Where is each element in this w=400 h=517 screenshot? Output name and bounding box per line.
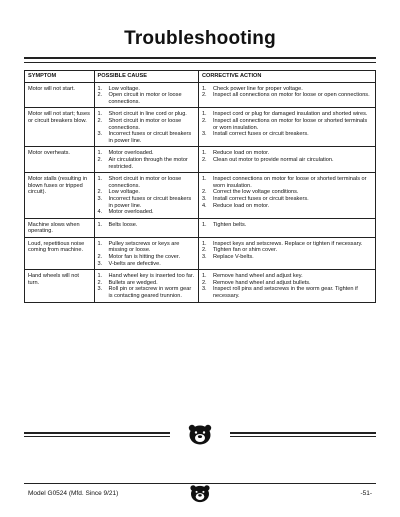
cause-item <box>98 189 195 196</box>
action-number: 2. <box>201 156 207 163</box>
table-row <box>25 147 376 173</box>
cause-text: Low voltage. <box>108 85 140 92</box>
cause-cell <box>94 108 198 147</box>
action-text: Inspect all connections on motor for loose or open connections. <box>212 92 370 99</box>
action-text: Tighten fan or shim cover. <box>212 247 278 254</box>
cause-number: 4. <box>97 209 103 216</box>
symptom-cell: Motor overheats. <box>25 147 95 173</box>
footer-model: Model G0524 (Mfd. Since 9/21) <box>28 490 119 497</box>
action-item <box>202 131 372 138</box>
cause-number: 1. <box>97 85 103 92</box>
cause-text: Motor overloaded. <box>108 209 154 216</box>
cause-item <box>98 86 195 93</box>
cause-item <box>98 157 195 170</box>
cause-item <box>98 196 195 209</box>
cause-item <box>98 280 195 287</box>
action-cell <box>198 147 375 173</box>
action-number: 1. <box>201 150 207 157</box>
cause-number: 1. <box>97 273 103 280</box>
action-number: 3. <box>201 286 207 293</box>
bear-logo-icon <box>186 424 214 446</box>
action-cell <box>198 270 375 302</box>
cause-item <box>98 131 195 144</box>
action-item <box>202 280 372 287</box>
action-text: Reduce load on motor. <box>212 202 270 209</box>
troubleshooting-table <box>24 70 376 303</box>
action-text: Inspect all connections on motor for loose or shorted terminals or worn insulation. <box>212 117 368 131</box>
cause-number: 3. <box>97 195 103 202</box>
table-row <box>25 270 376 302</box>
action-item <box>202 273 372 280</box>
cause-number: 3. <box>97 131 103 138</box>
cause-cell <box>94 147 198 173</box>
action-cell <box>198 173 375 219</box>
cause-number: 1. <box>97 240 103 247</box>
cause-text: Short circuit in motor or loose connections. <box>108 176 182 189</box>
title-rule-thick <box>24 57 376 59</box>
action-text: Remove hand wheel and adjust bullets. <box>212 279 311 286</box>
symptom-cell: Hand wheels will not turn. <box>25 270 95 302</box>
cause-text: Low voltage. <box>108 189 140 196</box>
action-item <box>202 286 372 299</box>
cause-number: 3. <box>97 286 103 293</box>
action-item <box>202 92 372 99</box>
cause-number: 2. <box>97 254 103 261</box>
action-item <box>202 157 372 164</box>
cause-item <box>98 118 195 131</box>
action-text: Replace V-belts. <box>212 254 254 261</box>
cause-text: Bullets are wedged. <box>108 279 158 286</box>
action-item <box>202 203 372 210</box>
cause-text: Open circuit in motor or loose connections. <box>108 92 182 105</box>
cause-item <box>98 92 195 105</box>
divider-left <box>24 432 170 439</box>
header-symptom: SYMPTOM <box>25 71 95 83</box>
cause-number: 3. <box>97 260 103 267</box>
cause-text: V-belts are defective. <box>108 260 161 267</box>
divider-right <box>230 432 376 439</box>
action-number: 1. <box>201 111 207 118</box>
cause-item <box>98 261 195 268</box>
cause-number: 2. <box>97 117 103 124</box>
action-text: Reduce load on motor. <box>212 150 270 157</box>
table-row <box>25 82 376 108</box>
table-row <box>25 218 376 237</box>
action-item <box>202 196 372 203</box>
cause-number: 1. <box>97 221 103 228</box>
symptom-cell: Motor will not start. <box>25 82 95 108</box>
cause-text: Air circulation through the motor restricted. <box>108 156 188 170</box>
symptom-cell: Motor will not start; fuses or circuit breakers blow. <box>25 108 95 147</box>
cause-text: Incorrect fuses or circuit breakers in power line. <box>108 195 192 209</box>
action-item <box>202 189 372 196</box>
cause-item <box>98 241 195 254</box>
header-corrective-action: CORRECTIVE ACTION <box>198 71 375 83</box>
cause-text: Hand wheel key is inserted too far. <box>108 273 195 280</box>
action-cell <box>198 108 375 147</box>
cause-text: Incorrect fuses or circuit breakers in power line. <box>108 131 192 144</box>
action-number: 2. <box>201 247 207 254</box>
cause-item <box>98 176 195 189</box>
action-text: Clean out motor to provide normal air circulation. <box>212 156 334 163</box>
cause-number: 2. <box>97 189 103 196</box>
action-number: 2. <box>201 92 207 99</box>
header-possible-cause: POSSIBLE CAUSE <box>94 71 198 83</box>
action-number: 1. <box>201 273 207 280</box>
action-number: 1. <box>201 85 207 92</box>
action-item <box>202 247 372 254</box>
symptom-cell: Motor stalls (resulting in blown fuses or tripped circuit). <box>25 173 95 219</box>
action-number: 3. <box>201 195 207 202</box>
action-number: 3. <box>201 131 207 138</box>
cause-number: 2. <box>97 92 103 99</box>
cause-text: Motor overloaded. <box>108 150 154 157</box>
cause-item <box>98 209 195 216</box>
action-item <box>202 241 372 248</box>
action-number: 3. <box>201 254 207 261</box>
action-number: 2. <box>201 189 207 196</box>
action-text: Inspect cord or plug for damaged insulation and shorted wires. <box>212 111 368 118</box>
action-cell <box>198 237 375 269</box>
action-item <box>202 150 372 157</box>
cause-text: Belts loose. <box>108 221 138 228</box>
title-rule-thin <box>24 62 376 63</box>
action-item <box>202 86 372 93</box>
action-text: Check power line for proper voltage. <box>212 85 303 92</box>
action-number: 4. <box>201 202 207 209</box>
action-cell <box>198 82 375 108</box>
action-number: 1. <box>201 240 207 247</box>
action-text: Inspect roll pins and setscrews in the worm gear. Tighten if necessary. <box>212 286 358 300</box>
action-text: Correct the low voltage conditions. <box>212 189 299 196</box>
cause-item <box>98 254 195 261</box>
footer-page-number: -51- <box>360 490 372 497</box>
table-row <box>25 108 376 147</box>
action-item <box>202 222 372 229</box>
action-text: Inspect keys and setscrews. Replace or tighten if necessary. <box>212 240 363 247</box>
action-number: 1. <box>201 221 207 228</box>
cause-item <box>98 286 195 299</box>
cause-cell <box>94 270 198 302</box>
cause-number: 1. <box>97 111 103 118</box>
cause-item <box>98 222 195 229</box>
action-number: 2. <box>201 117 207 124</box>
page-title: Troubleshooting <box>124 28 276 49</box>
symptom-cell: Loud, repetitious noise coming from machine. <box>25 237 95 269</box>
cause-cell <box>94 237 198 269</box>
cause-item <box>98 111 195 118</box>
cause-cell <box>94 173 198 219</box>
cause-item <box>98 273 195 280</box>
cause-number: 1. <box>97 150 103 157</box>
action-cell <box>198 218 375 237</box>
action-item <box>202 111 372 118</box>
symptom-cell: Machine slows when operating. <box>25 218 95 237</box>
table-header-row <box>25 71 376 83</box>
cause-number: 2. <box>97 156 103 163</box>
cause-text: Pulley setscrews or keys are missing or loose. <box>108 240 180 254</box>
table-row <box>25 173 376 219</box>
table-row <box>25 237 376 269</box>
cause-cell <box>94 82 198 108</box>
action-text: Tighten belts. <box>212 221 247 228</box>
action-item <box>202 118 372 131</box>
action-text: Install correct fuses or circuit breakers. <box>212 195 309 202</box>
cause-number: 1. <box>97 176 103 183</box>
action-text: Remove hand wheel and adjust key. <box>212 273 303 280</box>
action-item <box>202 176 372 189</box>
action-number: 1. <box>201 176 207 183</box>
action-number: 2. <box>201 279 207 286</box>
cause-text: Short circuit in line cord or plug. <box>108 111 187 118</box>
action-text: Inspect connections on motor for loose or shorted terminals or worn insulation. <box>212 176 367 189</box>
cause-number: 2. <box>97 279 103 286</box>
cause-text: Short circuit in motor or loose connections. <box>108 117 182 131</box>
cause-text: Roll pin or setscrew in worm gear is contacting geared trunnion. <box>108 286 192 300</box>
cause-cell <box>94 218 198 237</box>
cause-item <box>98 150 195 157</box>
action-item <box>202 254 372 261</box>
action-text: Install correct fuses or circuit breakers. <box>212 131 309 138</box>
bear-logo-icon <box>188 484 212 504</box>
cause-text: Motor fan is hitting the cover. <box>108 254 181 261</box>
